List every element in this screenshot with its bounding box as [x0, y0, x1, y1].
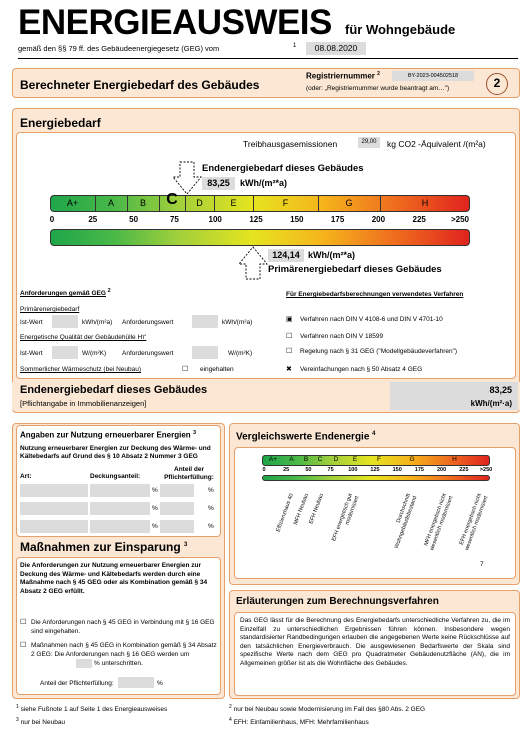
compare-scale-tick: 50 [305, 467, 312, 473]
comparison-note: 7 [480, 561, 484, 568]
class-a: A [107, 198, 114, 208]
measure-option-1-checkbox[interactable]: ☐ [20, 619, 27, 626]
compare-scale-tick: 100 [348, 467, 358, 473]
footnote-1: $^1$ siehe Fußnote 1 auf Seite 1 des Energieausweises [16, 704, 168, 714]
unit-kwh-2: kWh/(m²a) [222, 319, 253, 326]
end-energy-row-unit: kWh/(m²·a) [470, 399, 512, 408]
issue-date: 08.08.2020 [306, 42, 366, 55]
compare-label: Effizienzhaus 40 [275, 492, 295, 533]
renewables-title: Angaben zur Nutzung erneuerbarer Energien $^3$ [20, 430, 196, 440]
compare-scale-tick: 225 [459, 467, 469, 473]
procedure-label: Verfahren nach DIN V 18599 [300, 333, 384, 340]
measure-option-2: Maßnahmen nach § 45 GEG in Kombination gemäß § 34 Absatz 2 GEG: Die Anforderungen nach § 16 GEG werden um [31, 642, 217, 658]
renewable-share-field[interactable] [90, 502, 150, 515]
end-energy-unit: kWh/(m²*a) [240, 178, 287, 188]
scale-tick: 175 [330, 215, 345, 224]
envelope-actual-field[interactable] [52, 346, 78, 359]
class-b: B [139, 198, 146, 208]
class-separator [214, 196, 215, 211]
end-energy-label: Endenergiebedarf dieses Gebäudes [202, 163, 364, 174]
compare-scale-tick: 175 [414, 467, 424, 473]
scale-tick: 25 [88, 215, 98, 224]
compare-scale-tick: 125 [370, 467, 380, 473]
renewable-fulfilment-field[interactable] [160, 520, 194, 533]
registration-number: BY-2023-004502518 [392, 71, 474, 81]
compare-label: EFH energetisch nicht wesentlich modernisiert [458, 492, 489, 552]
energy-demand-title: Energiebedarf [20, 116, 101, 130]
compare-scale-tick: 200 [437, 467, 447, 473]
requirement-value-label: Anforderungswert [122, 319, 174, 326]
measure-option-1: Die Anforderungen nach § 45 GEG in Verbindung mit § 16 GEG sind eingehalten. [31, 619, 215, 635]
compare-label: MFH Neubau [293, 492, 310, 526]
compare-scale-tick: 150 [392, 467, 402, 473]
shortfall-suffix: % unterschritten. [94, 660, 143, 667]
unit-kwh: kWh/(m²a) [82, 319, 113, 326]
procedure-label: Verfahren nach DIN V 4108-6 und DIN V 4701-10 [300, 316, 443, 323]
procedure-label: Vereinfachungen nach § 50 Absatz 4 GEG [300, 366, 423, 373]
comparison-title: Vergleichswerte Endenergie $^4$ [236, 431, 376, 443]
percent-sign: % [208, 505, 214, 512]
primary-energy-label: Primärenergiebedarf dieses Gebäudes [268, 264, 442, 275]
class-separator [253, 196, 254, 211]
renewable-share-field[interactable] [90, 520, 150, 533]
class-f: F [282, 198, 289, 208]
primary-energy-value: 124,14 [268, 249, 304, 262]
compare-class: A+ [268, 456, 278, 463]
measures-desc: Die Anforderungen zur Nutzung erneuerbarer Energien zur Deckung des Wärme- und Kältebedarfs werden durch eine Maßnahme nach § 45 GEG oder als Kombination gemäß § 34 Absatz 2 GEG erfüllt. [20, 562, 208, 595]
renewable-share-field[interactable] [90, 484, 150, 497]
class-h: H [421, 198, 429, 208]
percent-sign: % [208, 523, 214, 530]
compare-class: G [409, 456, 415, 463]
compare-class: A [289, 456, 294, 463]
measure-option-2-checkbox[interactable]: ☐ [20, 642, 27, 649]
scale-tick: 50 [129, 215, 139, 224]
col-type: Art: [20, 473, 32, 480]
class-g: G [345, 198, 353, 208]
footnote-2: $^2$ nur bei Neubau sowie Modernisierung im Fall des §80 Abs. 2 GEG [229, 704, 426, 714]
registration-label: Registriernummer $^2$ [306, 71, 380, 81]
comparison-lower-bar [262, 475, 490, 481]
explanation-title: Erläuterungen zum Berechnungsverfahren [236, 596, 439, 607]
compare-class: D [333, 456, 339, 463]
header-rule [18, 58, 518, 59]
primary-actual-field[interactable] [52, 315, 78, 328]
measure-share-field[interactable] [118, 677, 154, 688]
class-c: C [166, 191, 178, 208]
scale-tick: 150 [290, 215, 304, 224]
percent-sign: % [152, 523, 158, 530]
compare-class: E [352, 456, 358, 463]
compare-class: F [377, 456, 381, 463]
renewable-fulfilment-field[interactable] [160, 502, 194, 515]
end-energy-arrow-icon [172, 161, 202, 195]
actual-value-label-2: Ist-Wert [20, 350, 43, 357]
primary-energy-arrow-icon [238, 246, 268, 280]
compare-scale-tick: 0 [262, 467, 266, 473]
page-number-badge: 2 [486, 73, 508, 95]
procedure-label: Regelung nach § 31 GEG ("Modellgebäudeverfahren") [300, 348, 458, 355]
footnote-4: $^4$ EFH: Einfamilienhaus, MFH: Mehrfamilienhaus [229, 717, 369, 727]
compare-class: B [303, 456, 309, 463]
compare-class: C [317, 456, 323, 463]
scale-tick: 125 [249, 215, 263, 224]
summer-kept-label: eingehalten [200, 366, 234, 373]
end-energy-row-sub: [Pflichtangabe in Immobilienanzeigen] [20, 399, 147, 408]
measures-title: Maßnahmen zur Einsparung $^3$ [20, 540, 188, 554]
procedure-checkbox[interactable]: ☐ [286, 333, 293, 340]
document-title: ENERGIEAUSWEIS [18, 3, 332, 42]
end-energy-value: 83,25 [202, 177, 235, 190]
registration-note: (oder: „Registriernummer wurde beantragt am…") [306, 85, 450, 92]
renewable-type-field[interactable] [20, 484, 88, 497]
compare-label: EFH Neubau [308, 492, 325, 525]
renewable-type-field[interactable] [20, 520, 88, 533]
measure-share-label: Anteil der Pflichterfüllung: [40, 680, 114, 687]
class-separator [95, 196, 96, 211]
primary-demand-heading: Primärenergiebedarf [20, 306, 80, 313]
emissions-label: Treibhausgasemissionen [243, 139, 338, 149]
procedures-title: Für Energiebedarfsberechnungen verwendetes Verfahren [286, 291, 464, 298]
percent-sign: % [208, 487, 214, 494]
measure-share-pct: % [157, 680, 163, 687]
envelope-requirement-field[interactable] [192, 346, 218, 359]
shortfall-field[interactable] [76, 659, 92, 668]
summer-protection-heading: Sommerlicher Wärmeschutz (bei Neubau) [20, 366, 142, 373]
compare-label: Durchschnitt Wohngebäudebestand [393, 492, 418, 550]
unit-w-2: W/(m²K) [228, 350, 253, 357]
emissions-value: 29,00 [358, 137, 380, 148]
actual-value-label: Ist-Wert [20, 319, 43, 326]
footnote-3: $^3$ nur bei Neubau [16, 717, 66, 727]
footnote-ref: 1 [293, 43, 297, 49]
explanation-text: Das GEG lässt für die Berechnung des Energiebedarfs unterschiedliche Verfahren zu, die im Einzelfall zu unterschiedlichen Ergebnissen führen können. Insbesondere wegen standardisierter Randbedingungen erlauben die angegebenen Werte keine Rückschlüsse auf den tatsächlichen Energieverbrauch. Die ausgewiesenen Bedarfswerte der Skala sind spezifische Werte nach dem GEG pro Quadratmeter Gebäudenutzfläche (AN), die im Allgemeinen größer ist als die Wohnfläche des Gebäudes. [240, 617, 510, 667]
scale-tick: 100 [208, 215, 222, 224]
col-fulfilment: Anteil der Pflichterfüllung: [164, 466, 214, 481]
class-separator [185, 196, 186, 211]
primary-energy-bar [50, 229, 470, 246]
envelope-quality-heading: Energetische Qualität der Gebäudehülle Hт' [20, 334, 147, 341]
scale-tick: 0 [49, 215, 55, 224]
procedure-checkbox[interactable]: ☐ [286, 348, 293, 355]
end-energy-row-title: Endenergiebedarf dieses Gebäudes [20, 384, 208, 396]
compare-scale-tick: 25 [283, 467, 290, 473]
renewable-type-field[interactable] [20, 502, 88, 515]
compare-class: H [452, 456, 457, 463]
unit-w: W/(m²K) [82, 350, 107, 357]
scale-tick: 225 [412, 215, 426, 224]
percent-sign: % [152, 487, 158, 494]
requirement-value-label-2: Anforderungswert [122, 350, 174, 357]
emissions-unit: kg CO2 -Äquivalent /(m²a) [387, 139, 486, 149]
requirements-title: Anforderungen gemäß GEG $^2$ [20, 288, 111, 298]
procedure-checkbox[interactable]: ✖ [286, 366, 292, 373]
procedure-checkbox[interactable]: ▣ [286, 316, 293, 323]
class-separator [318, 196, 319, 211]
summer-checkbox[interactable]: ☐ [182, 366, 189, 373]
scale-tick: 75 [169, 215, 179, 224]
percent-sign: % [152, 505, 158, 512]
class-d: D [196, 198, 203, 208]
compare-label: MFH energetisch nicht wesentlich modernisiert [423, 492, 454, 552]
class-e: E [230, 198, 237, 208]
class-separator [380, 196, 381, 211]
compare-scale-tick: 75 [327, 467, 334, 473]
renewable-fulfilment-field[interactable] [160, 484, 194, 497]
compare-scale-tick: >250 [479, 467, 493, 473]
class-separator [127, 196, 128, 211]
end-energy-row-value: 83,25 [489, 385, 512, 395]
scale-tick: 200 [371, 215, 386, 224]
class-aplus: A+ [66, 198, 79, 208]
section-title: Berechneter Energiebedarf des Gebäudes [20, 78, 260, 92]
class-separator [159, 196, 160, 211]
document-subtitle: für Wohngebäude [345, 22, 456, 37]
legal-basis: gemäß den §§ 79 ff. des Gebäudeenergiegesetz (GEG) vom [18, 44, 220, 53]
primary-requirement-field[interactable] [192, 315, 218, 328]
compare-label: EFH energetisch gut modernisiert [331, 492, 360, 543]
scale-tick: >250 [450, 215, 470, 224]
col-share: Deckungsanteil: [90, 473, 141, 480]
primary-energy-unit: kWh/(m²*a) [308, 250, 355, 260]
renewables-desc: Nutzung erneuerbarer Energien zur Deckung des Wärme- und Kältebedarfs auf Grund des § 10 Absatz 2 Nummer 3 GEG [20, 445, 211, 460]
